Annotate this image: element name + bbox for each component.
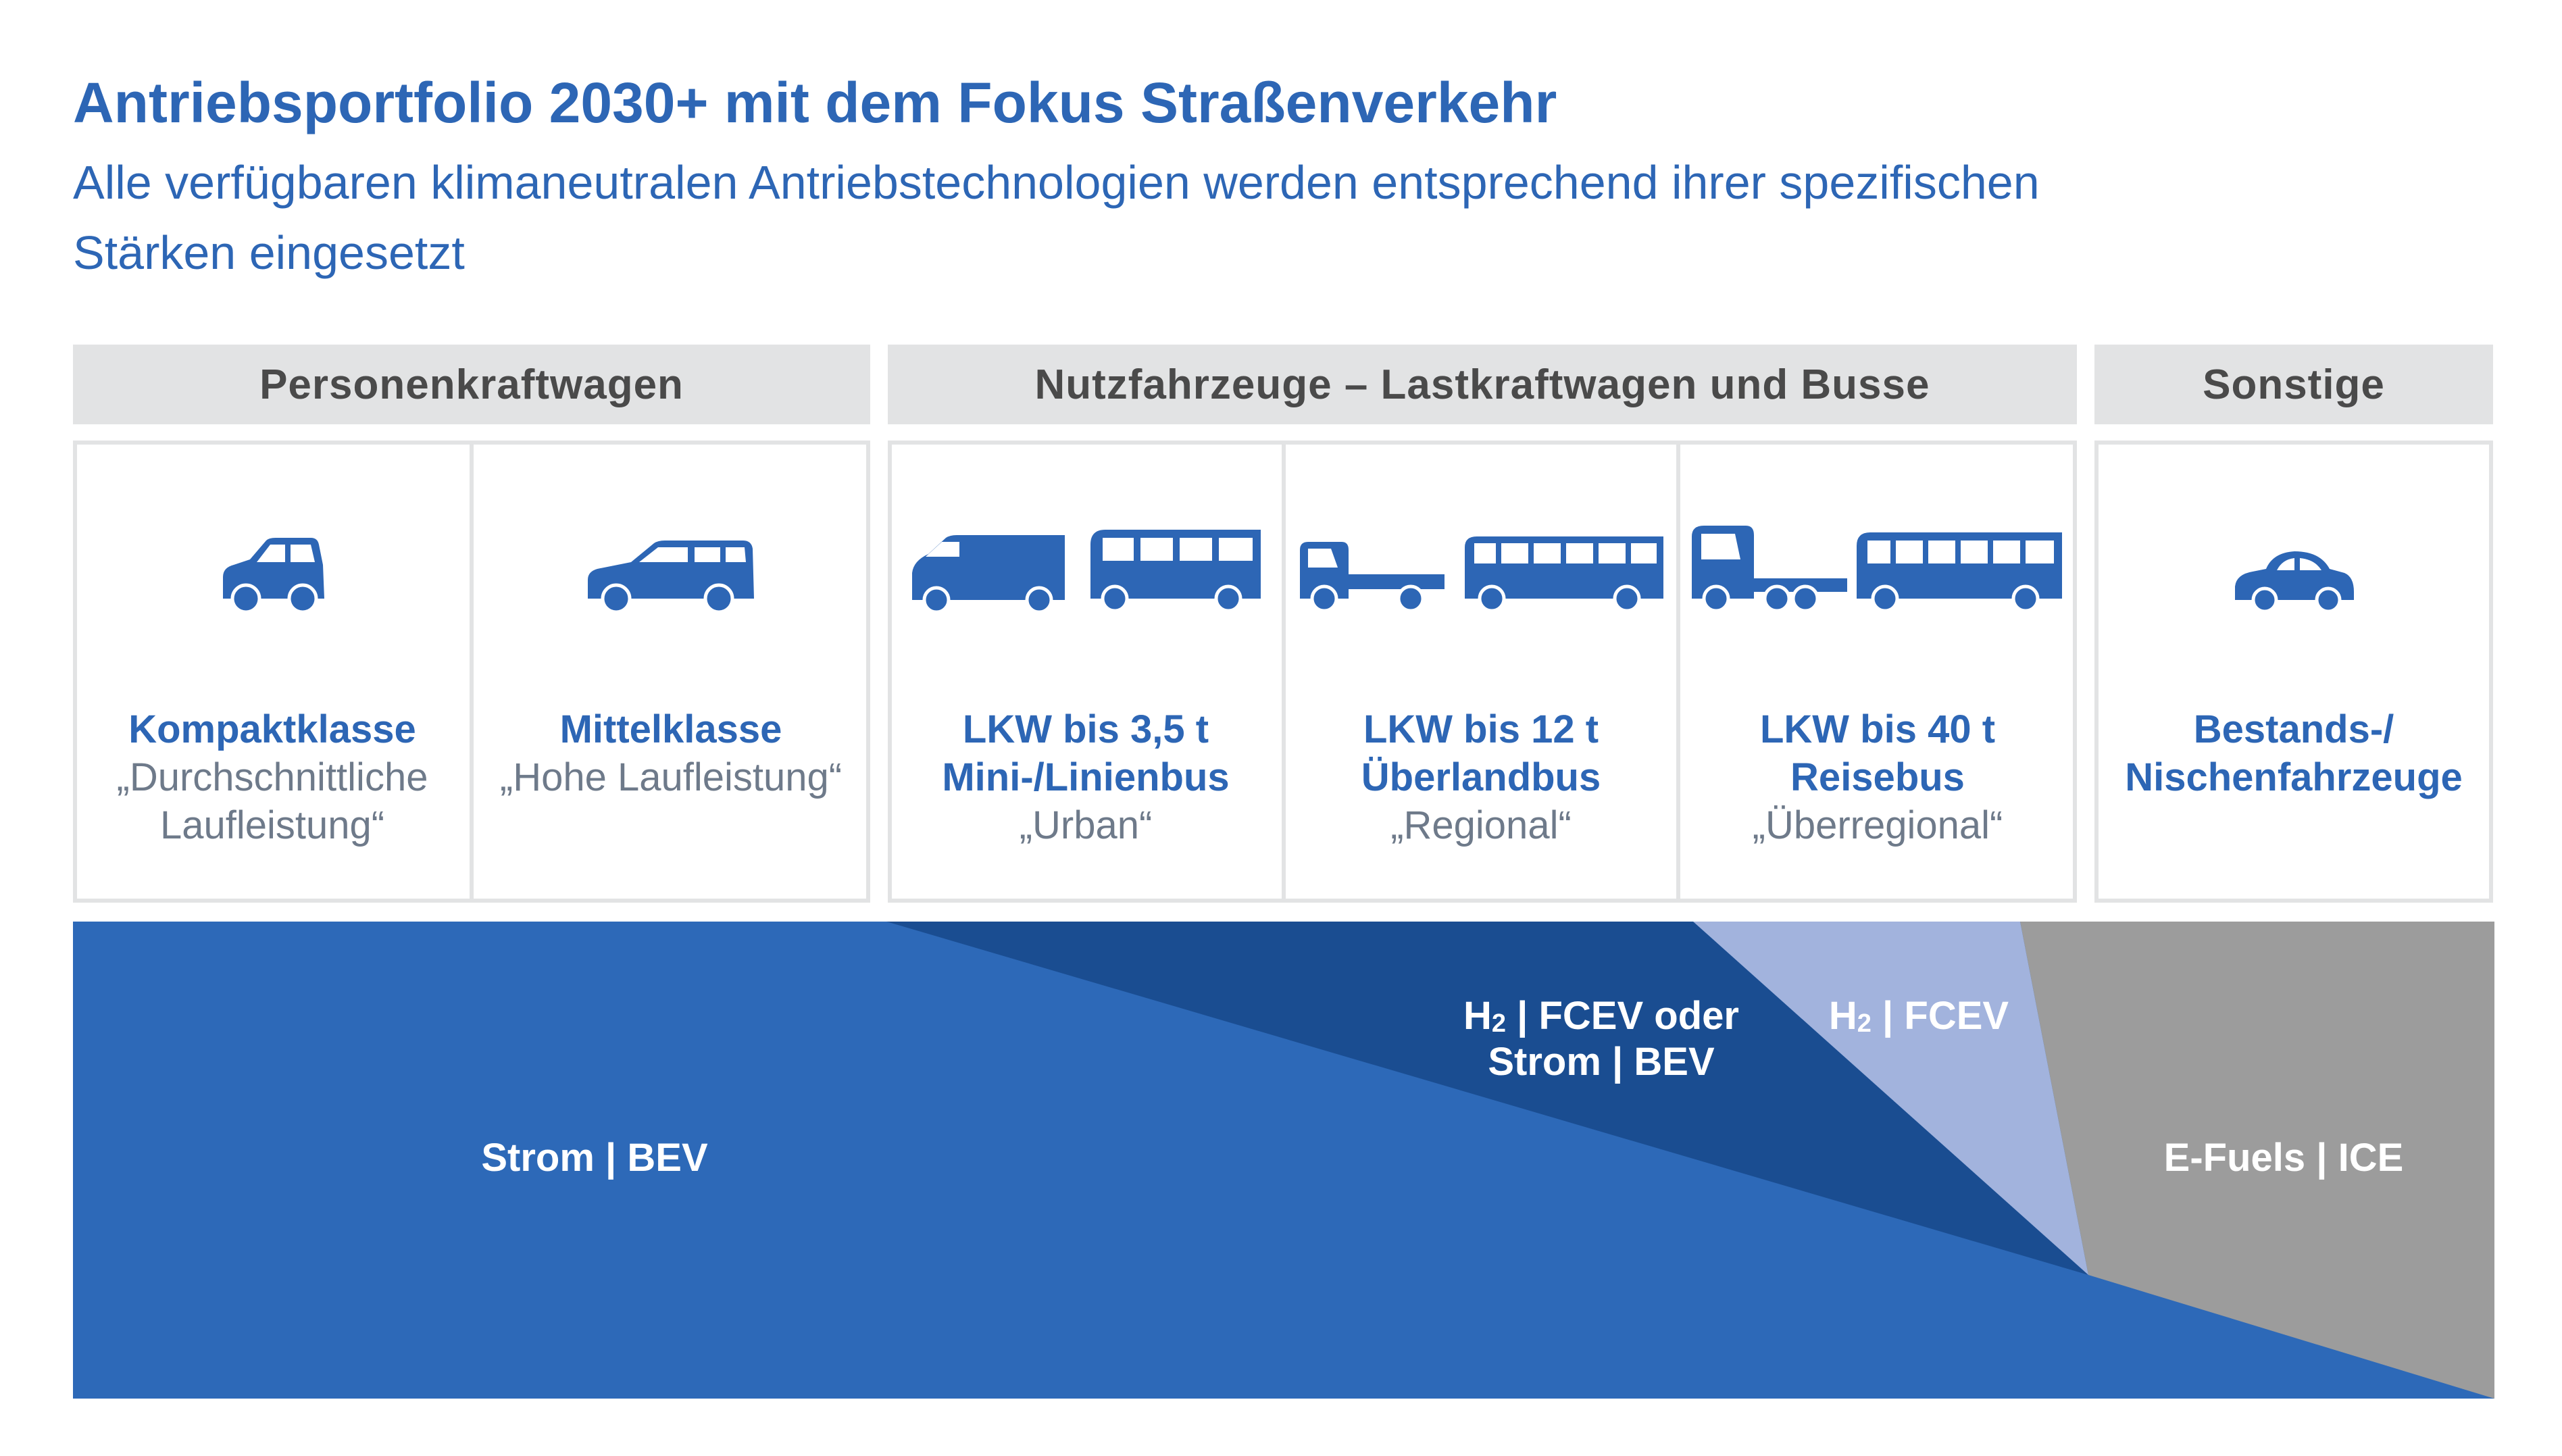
zone-label-text: | FCEV [1871, 994, 2009, 1038]
segment-name-line2: Überlandbus [1361, 755, 1601, 799]
segment-name: LKW bis 40 t [1759, 707, 1996, 751]
zone-label-strom-bev: Strom | BEV [481, 1136, 708, 1180]
page-title: Antriebsportfolio 2030+ mit dem Fokus Straßenverkehr [73, 71, 1557, 134]
segment-text [73, 705, 472, 849]
segment-quote: „Hohe Laufleistung“ [499, 755, 843, 799]
zone-label-text: | FCEV oder [1506, 994, 1739, 1038]
h2-symbol: H [1463, 994, 1492, 1038]
group-header-label: Nutzfahrzeuge – Lastkraftwagen und Busse [1034, 361, 1930, 408]
zone-label-h2-fcev-oder-strom-bev [1426, 993, 1777, 1085]
compact-car-icon [73, 497, 472, 632]
group-header-nutzfahrzeuge [888, 345, 2077, 424]
segment-name: LKW bis 12 t [1363, 707, 1599, 751]
segment-name: Mittelklasse [559, 707, 782, 751]
segment-name-line2: Mini-/Linienbus [942, 755, 1230, 799]
segment-name: Bestands-/ [2193, 707, 2394, 751]
segment-lkw-40t [1678, 441, 2077, 903]
station-wagon-icon [472, 497, 870, 632]
group-header-label: Personenkraftwagen [259, 361, 684, 408]
segment-text [888, 705, 1284, 849]
segment-name: Kompaktklasse [128, 707, 416, 751]
segment-lkw-12t [1284, 441, 1678, 903]
flatbed-truck-and-bus-icon [1284, 497, 1678, 632]
segment-quote: „Überregional“ [1752, 803, 2003, 847]
segment-mittelklasse [472, 441, 870, 903]
van-and-minibus-icon [888, 497, 1284, 632]
segment-quote: „Regional“ [1390, 803, 1572, 847]
zone-label-line2: Strom | BEV [1488, 1040, 1715, 1084]
group-header-label: Sonstige [2203, 361, 2385, 408]
vintage-car-icon [2094, 497, 2493, 632]
segment-quote: „Durchschnittliche Laufleistung“ [116, 755, 428, 847]
segment-lkw-3-5t [888, 441, 1284, 903]
page-subtitle: Alle verfügbaren klimaneutralen Antriebstechnologien werden entsprechend ihrer spezifischen Stärken eingesetzt [73, 156, 2040, 279]
semi-truck-and-coach-icon [1678, 497, 2077, 632]
h2-subscript: 2 [1857, 1009, 1872, 1038]
h2-symbol: H [1828, 994, 1857, 1038]
segment-quote: „Urban“ [1019, 803, 1153, 847]
segment-text [2094, 705, 2493, 801]
segment-text [1284, 705, 1678, 849]
h2-subscript: 2 [1491, 1009, 1507, 1038]
group-header-pkw [73, 345, 870, 424]
segment-bestandsfahrzeuge [2094, 441, 2493, 903]
zone-label-e-fuels-ice: E-Fuels | ICE [2163, 1136, 2404, 1180]
group-header-sonstige [2094, 345, 2493, 424]
segment-name-line2: Nischenfahrzeuge [2125, 755, 2463, 799]
zone-label-h2-fcev [1804, 993, 2034, 1039]
segment-name: LKW bis 3,5 t [962, 707, 1209, 751]
segment-text [472, 705, 870, 801]
segment-text [1678, 705, 2077, 849]
segment-name-line2: Reisebus [1790, 755, 1965, 799]
segment-kompaktklasse [73, 441, 472, 903]
